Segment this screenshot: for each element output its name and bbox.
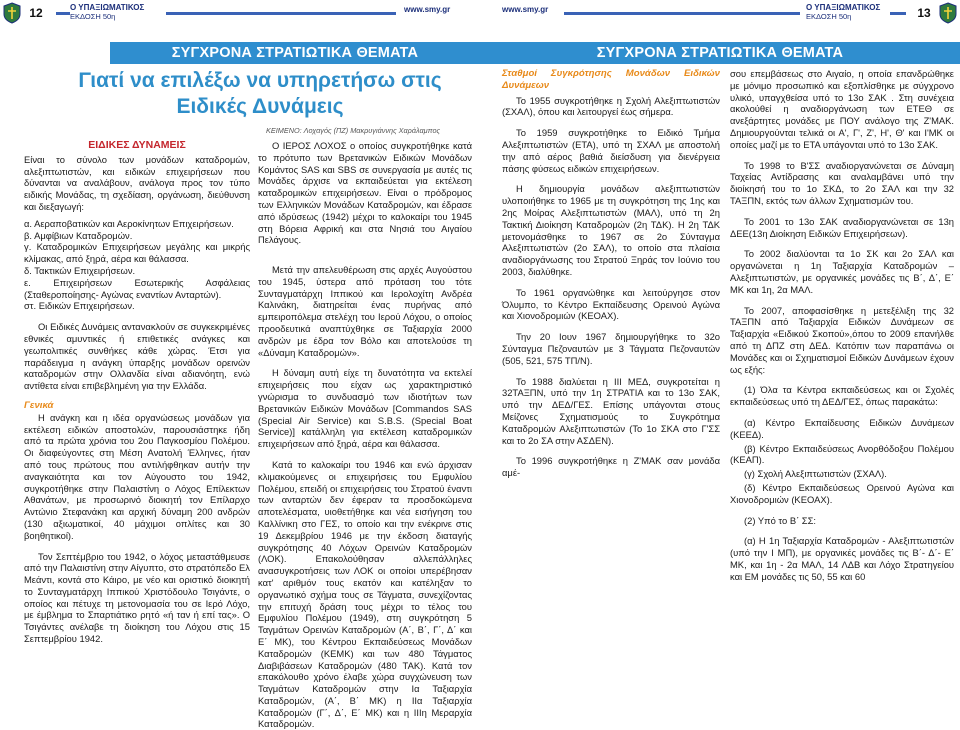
paragraph: Η ανάγκη και η ιδέα οργανώσεως μονάδων για εκτέλεση ειδικών αποστολών, παρουσιάστηκε ήδη από τα πρώτα χρόνια του 2ου Παγκοσμίου Πολέμου. Οι διαφεύγοντες στη Μέση Ανατολή Έλληνες, ήταν από τους πρώτους που αντιλήφθηκαν αυτήν την αναγκαιότητα και τον Αύγουστο του 1942, συγκροτήθηκε στην Παλαιστίνη ο Λόχος Επίλεκτων Αθανάτων, με προσωρινό διοικητή τον Επίλαρχο Αντώνιο Στεφανάκη και αρχική δύναμη 200 ανδρών (130 αξιωματικοί, 40 μάχιμοι οπλίτες και 30 βοηθητικοί). bbox=[24, 411, 250, 541]
paragraph: Τον Σεπτέμβριο του 1942, ο λόχος μεταστάθμευσε από την Παλαιστίνη στην Αίγυπτο, στο στρατόπεδο Ελ Μεάντι, κοντά στο Κάιρο, με νέο και οριστικό διοικητή το Συνταγματάρχη Ιππικού Χριστόδουλο Τσιγάντε, ο οποίος και πέτυχε τη μετονομασία του σε Ιερό Λόχο, με έμβλημα το Σπαρτιάτικο ρητό «ή ταν ή επί τας». Ο Τσιγάντες ανέλαβε τη διοίκηση του Λόχου στις 15 Σεπτεμβρίου 1942. bbox=[24, 550, 250, 645]
paragraph: Μετά την απελευθέρωση στις αρχές Αυγούστου του 1945, ύστερα από πρόταση του τότε Συνταγματάρχη Ιππικού και Ιερολοχίτη Ανδρέα Καλινάκη, διατηρείται ένας πυρήνας από εμπειροπόλεμα στελέχη του Ιερού Λόχου, ο οποίος προοδευτικά αναπτύχθηκε σε Ταξιαρχία 2000 ανδρών με έδρα τον Βόλο και αποτελούσε τη «Δύναμη Καταδρομών». bbox=[258, 264, 472, 358]
paragraph: Η δημιουργία μονάδων αλεξιπτωτιστών υλοποιήθηκε το 1965 με τη συγκρότηση της 1ης και 2ης Μοίρας Αλεξιπτωτιστών (ΜΑΛ), υπό τη 2η Τακτική Διοίκηση Καταδρομών (2η ΤΔΚ). Η 2η ΤΔΚ μετονομάσθηκε το 1967 σε 2ο Σύνταγμα Αλεξιπτωτιστών (2ο ΣΑΛ), το οποίο στα πλαίσια αναδιοργάνωσης του Στρατού Ξηράς τον Ιούνιο του 2003, διαλύθηκε. bbox=[502, 183, 720, 277]
list-item: γ. Καταδρομικών Επιχειρήσεων μεγάλης και μικρής κλίμακας, από ξηρά, αέρα και θάλασσα. bbox=[24, 241, 250, 265]
paragraph: (2) Υπό το Β΄ ΣΣ: bbox=[744, 514, 816, 526]
page-number-right: 13 bbox=[917, 6, 931, 20]
intro-paragraph: Είναι το σύνολο των μονάδων καταδρομών, αλεξιπτωτιστών, και ειδικών επιχειρήσεων που δύνανται να αναλάβουν, ανάλογα προς τον τύπο ειδικής Μονάδας, τη σχεδίαση, οργάνωση, διεύθυνση και διεξαγωγή: bbox=[24, 153, 250, 212]
list-item: α. Αεραποβατικών και Αεροκίνητων Επιχειρήσεων. bbox=[24, 217, 234, 229]
header-line bbox=[890, 12, 906, 15]
paragraph: Το 1961 οργανώθηκε και λειτούργησε στον Όλυμπο, το Κέντρο Εκπαίδευσης Ορεινού Αγώνα και Χιονοδρομιών (ΚΕΟΑΧ). bbox=[502, 286, 720, 322]
paragraph: Το 1996 συγκροτήθηκε η Ζ'ΜΑΚ σαν μονάδα αμέ- bbox=[502, 455, 720, 479]
title-line-2: Ειδικές Δυνάμεις bbox=[176, 95, 344, 118]
paragraph: Το 2002 διαλύονται τα 1ο ΣΚ και 2ο ΣΑΛ και οργανώνεται η 1η Ταξιαρχία Καταδρομών – Αλεξιπτωτιστών, με οργανικές μονάδες τις Β΄, Δ΄, Ε΄ ΜΚ και 1η, 2α ΜΑΛ. bbox=[730, 248, 954, 295]
header-left bbox=[0, 2, 480, 24]
brand-title: Ο ΥΠΑΞΙΩΜΑΤΙΚΟΣ bbox=[70, 3, 145, 12]
subheading: Σταθμοί Συγκρότησης Μονάδων Ειδικών Δυνάμεων bbox=[502, 68, 720, 91]
paragraph: Το 2007, αποφασίσθηκε η μετεξέλιξη της 32 ΤΑΞΠΝ από Ταξιαρχία Ειδικών Δυνάμεων σε Ταξιαρχία «Ειδικού Σκοπού»,όπου το 2009 επανήλθε από τη ΔΠΖ στη ΔΕΔ. Κατόπιν των παραπάνω οι Μονάδες και οι Σχηματισμοί Ειδικών Δυνάμεων έχουν ως εξής: bbox=[730, 304, 954, 375]
magazine-brand bbox=[806, 3, 880, 21]
header-line bbox=[56, 12, 70, 15]
section-banner: ΣΥΓΧΡΟΝΑ ΣΤΡΑΤΙΩΤΙΚΑ ΘΕΜΑΤΑ bbox=[110, 42, 480, 64]
title-line-1: Γιατί να επιλέξω να υπηρετήσω στις bbox=[78, 69, 442, 92]
right-page bbox=[480, 0, 960, 674]
column-3 bbox=[502, 68, 720, 674]
emblem-icon bbox=[2, 2, 22, 24]
paragraph: Το 2001 το 13ο ΣΑΚ αναδιοργανώνεται σε 13η ΔΕΕ(13η Διοίκηση Ειδικών Επιχειρήσεων). bbox=[730, 215, 954, 239]
column-4 bbox=[730, 68, 954, 674]
paragraph: (1) Όλα τα Κέντρα εκπαιδεύσεως και οι Σχολές εκπαιδεύσεως υπό τη ΔΕΔ/ΓΕΣ, όπως παρακάτω: bbox=[730, 384, 954, 408]
paragraph: Οι Ειδικές Δυνάμεις αντανακλούν σε συγκεκριμένες εθνικές αμυντικές ή επιθετικές ανάγκες και γεωπολιτικές συνθήκες κάθε χώρας. Έτσι για παράδειγμα η ανάγκη ύπαρξης μονάδων ορεινών καταδρομών στην Ολλανδία είναι αδιανόητη, ενώ αντίθετα είναι επιβεβλημένη για την Ελλάδα. bbox=[24, 321, 250, 392]
issue-label: ΕΚΔΟΣΗ 50η bbox=[806, 12, 852, 21]
column-1 bbox=[24, 140, 250, 674]
issue-label: ΕΚΔΟΣΗ 50η bbox=[70, 12, 116, 21]
header-right bbox=[480, 2, 960, 24]
paragraph: Την 20 Ιουν 1967 δημιουργήθηκε το 32ο Σύνταγμα Πεζοναυτών με 3 Τάγματα Πεζοναυτών (505, 521, 575 ΤΠ/Ν). bbox=[502, 331, 720, 366]
magazine-brand bbox=[70, 3, 144, 21]
paragraph: σου επεμβάσεως στο Αιγαίο, η οποία επανδρώθηκε με μόνιμο προσωπικό και εξοπλίσθηκε με σύγχρονο υλικό, υπαγχθείσα υπό το 13ο ΣΑΚ . Στη συνέχεια ακολούθεί η αναδιοργάνωση των ΕΤΕΘ σε ανεξάρτητες μονάδες με ΠΟΥ ανάλογο της Ζ'ΜΑΚ. Δημιουργούνται τελικά οι Α', Γ', Ζ', Η', Θ' και Ι'ΜΚ οι οποίες μαζί με το ΕΤΑ υπάγονται υπό το 13ο ΣΑΚ. bbox=[730, 68, 954, 150]
header-line bbox=[166, 12, 396, 15]
byline: ΚΕΙΜΕΝΟ: Λοχαγός (ΠΖ) Μακρυγιάννης Χαράλαμπος bbox=[266, 126, 441, 135]
paragraph: Το 1955 συγκροτήθηκε η Σχολή Αλεξιπτωτιστών (ΣΧΑΛ), όπου και λειτουργεί έως σήμερα. bbox=[502, 94, 720, 118]
header-line bbox=[564, 12, 800, 15]
list-item: (α) Η 1η Ταξιαρχία Καταδρομών - Αλεξιπτωτιστών (υπό την Ι ΜΠ), με οργανικές μονάδες τις Β΄- Δ΄- Ε΄ ΜΚ, και 1η - 2α ΜΑΛ, 14 ΛΔΒ και Λόχο Στρατηγείου και ΕΜ μονάδες τις 50, 55 και 60 bbox=[730, 535, 954, 582]
list-item: ε. Επιχειρήσεων Εσωτερικής Ασφάλειας (Σταθεροποίησης- Αγώνας εναντίων Ανταρτών). bbox=[24, 276, 250, 300]
list-item: β. Αμφίβιων Καταδρομών. bbox=[24, 229, 133, 241]
brand-title: Ο ΥΠΑΞΙΩΜΑΤΙΚΟΣ bbox=[806, 3, 881, 12]
list-item: (γ) Σχολή Αλεξιπτωτιστών (ΣΧΑΛ). bbox=[744, 468, 887, 480]
section-heading: ΕΙΔΙΚΕΣ ΔΥΝΑΜΕΙΣ bbox=[88, 139, 186, 151]
section-banner: ΣΥΓΧΡΟΝΑ ΣΤΡΑΤΙΩΤΙΚΑ ΘΕΜΑΤΑ bbox=[480, 42, 960, 64]
page-number-left: 12 bbox=[29, 6, 43, 20]
paragraph: Το 1988 διαλύεται η ΙΙΙ ΜΕΔ, συγκροτείται η 32ΤΑΞΠΝ, υπό την 1η ΣΤΡΑΤΙΑ και το 13ο ΣΑΚ, υπό την ΔΕΔ/ΓΕΣ. Επίσης υπάγονται στους Μείζονες Σχηματισμούς το Συγκρότημα Καταδρομών Αλεξιπτωτιστών (Το 1ο ΣΚΑ στο Γ'ΣΣ και το 2ο ΣΑ στην ΑΣΔΕΝ). bbox=[502, 375, 720, 446]
list-item: δ. Τακτικών Επιχειρήσεων. bbox=[24, 264, 136, 276]
list-item: στ. Ειδικών Επιχειρήσεων. bbox=[24, 300, 135, 312]
website-link[interactable]: www.smy.gr bbox=[502, 5, 549, 14]
list-item: (δ) Κέντρο Εκπαιδεύσεως Ορεινού Αγώνα και Χιονοδρομιών (ΚΕΟΑΧ). bbox=[730, 481, 954, 505]
list-item: (β) Κέντρο Εκπαιδεύσεως Ανορθόδοξου Πολέμου (ΚΕΑΠ). bbox=[730, 442, 954, 466]
paragraph: Η δύναμη αυτή είχε τη δυνατότητα να εκτελεί επιχειρήσεις που είχαν ως χαρακτηριστικό γνώρισμα το συνδυασμό των ιδιοτήτων των Βρετανικών Ειδικών Μονάδων [Commandos SAS (Special Air Service) και S.B.S. (Special Boat Service)] κατάλληλη για εκτέλεση καταδρομικών επιχειρήσεων από ξηρά, αέρα και θάλασσα. bbox=[258, 367, 472, 450]
website-link[interactable]: www.smy.gr bbox=[404, 5, 451, 14]
column-2-continued bbox=[258, 264, 472, 730]
paragraph: Κατά το καλοκαίρι του 1946 και ενώ άρχισαν κλιμακούμενες οι επιχειρήσεις του Εμφυλίου Πολέμου, επειδή οι επιχειρήσεις του Στρατού έναντι των ανταρτών δεν έφεραν τα προσδοκώμενα αποτελέσματα, υιοθετήθηκε και νέα εισήγηση του Καλλίνικη στο ΓΕΣ, το οποίο και την ενέκρινε στις 19 Δεκεμβρίου 1946 με την έκδοση διαταγής συγκρότησης 40 Λόχων Ορεινών Καταδρομών (ΛΟΚ). Επακολούθησαν αλλεπάλληλες ανασυγκροτήσεις των ΛΟΚ οι οποίοι υπερέβησαν κατ' αριθμόν τους εκατόν και κατέληξαν το οργανωτικό σχήμα τους σε Τάγματα, συνεχίζοντας την επιτυχή δράση τους μέχρι το τέλος του Εμφυλίου Πολέμου (1949), στη συγκρότηση 5 Ταγμάτων Ορεινών Καταδρομών (Α΄, Β΄, Γ΄, Δ΄ και Ε΄ ΜΚ), του Κέντρου Εκπαιδεύσεως Μονάδων Καταδρομών (ΚΕΜΚ) και των 480 Τάγματος Διαβιβάσεων Καταδρομών (480 ΤΑΚ). Κατά τον επακόλουθο χρόνο έλαβε χώρα συγχώνευση των Ταγμάτων Καταδρομών στην Ια Ταξιαρχία Καταδρομών, (Α΄, Β΄ ΜΚ) η ΙΙα Ταξιαρχία Καταδρομών (Γ΄, Δ΄, Ε΄ ΜΚ) και η ΙΙΙη Μεραρχία Καταδρομών. bbox=[258, 458, 472, 730]
subheading: Γενικά bbox=[24, 399, 54, 411]
paragraph: Ο ΙΕΡΟΣ ΛΟΧΟΣ ο οποίος συγκροτήθηκε κατά το πρότυπο των Βρετανικών Ειδικών Μονάδων Κομάντος SAS και SBS σε συνεργασία με αυτές τις Μονάδες άρχισε να εκπαιδεύεται για εκτέλεση καταδρομικών επιχειρήσεων. Είναι ο πρόδρομος των Ελληνικών Μονάδων Καταδρομών, και έδρασε από ιδρύσεως (1942) μέχρι το καλοκαίρι του 1945 στη Βόρεια Αφρική και στα Νησιά του Αιγαίου Πελάγους. bbox=[258, 140, 472, 246]
list-item: (α) Κέντρο Εκπαίδευσης Ειδικών Δυνάμεων (ΚΕΕΔ). bbox=[730, 416, 954, 440]
paragraph: Το 1959 συγκροτήθηκε το Ειδικό Τμήμα Αλεξιπτωτιστών (ΕΤΑ), υπό τη ΣΧΑΛ με αποστολή την από αέρος βαθιά διείσδυση για διενέργεια πάσης φύσεως ειδικών επιχειρήσεων. bbox=[502, 127, 720, 174]
article-title bbox=[60, 68, 460, 120]
emblem-icon bbox=[938, 2, 958, 24]
paragraph: Το 1998 το Β'ΣΣ αναδιοργανώνεται σε Δύναμη Ταχείας Αντίδρασης και αναλαμβάνει υπό την διοίκησή του το 1ο ΣΚΔ, το 2ο ΣΑΛ και την 32 ΤΑΞΠΝ, εκτός των άλλων Σχηματισμών του. bbox=[730, 159, 954, 206]
